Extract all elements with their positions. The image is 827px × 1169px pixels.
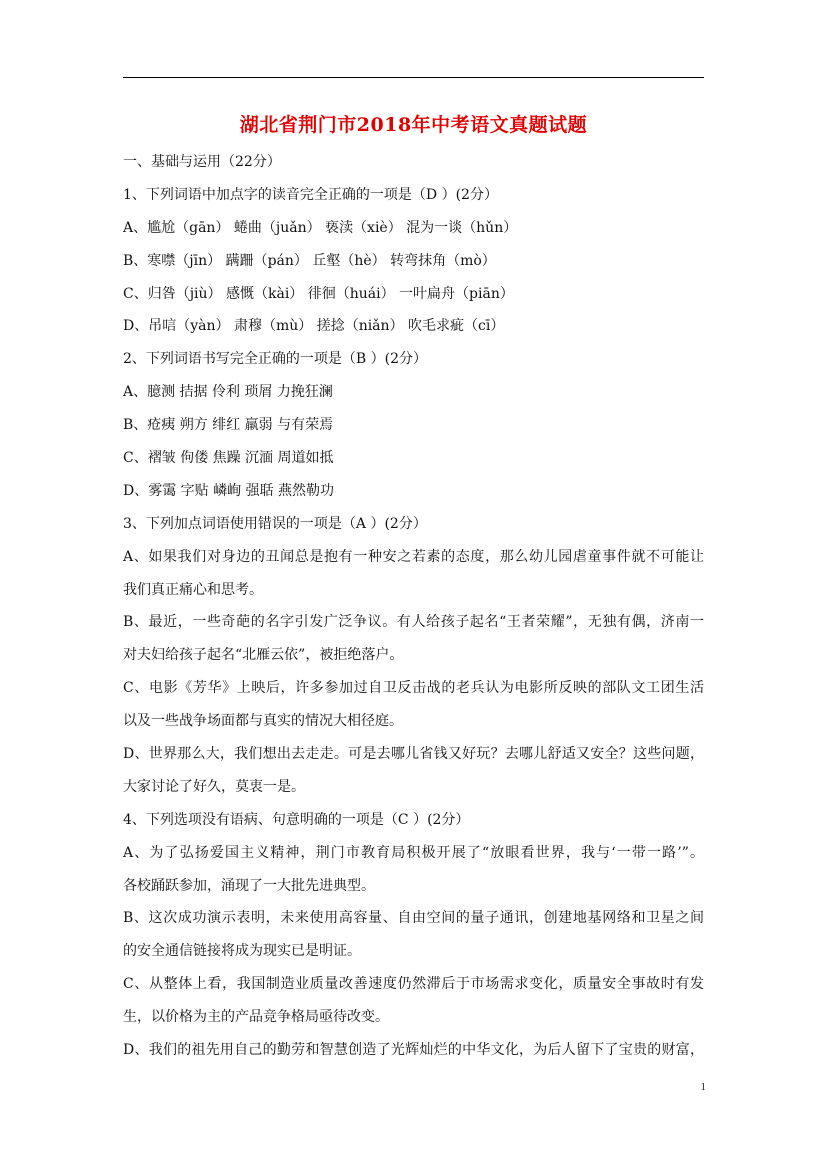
text-line: C、归咎（jiù） 感慨（kài） 徘徊（huái） 一叶扁舟（piān）: [123, 285, 514, 302]
text-line: D、吊唁（yàn） 肃穆（mù） 搓捻（niǎn） 吹毛求疵（cī）: [123, 318, 505, 335]
text-line: A、为了弘扬爱国主义精神，荆门市教育局积极开展了“放眼看世界，我与‘一带一路’”。: [123, 844, 704, 861]
text-line: 3、下列加点词语使用错误的一项是（A ）(2分）: [123, 515, 427, 532]
page-number: 1: [700, 1081, 706, 1093]
text-line: A、臆测 拮据 伶利 琐屑 力挽狂澜: [123, 384, 333, 401]
text-line: B、这次成功演示表明，未来使用高容量、自由空间的量子通讯，创建地基网络和卫星之间: [123, 910, 704, 927]
text-line: A、如果我们对身边的丑闻总是抱有一种安之若素的态度，那么幼儿园虐童事件就不可能让: [123, 548, 704, 565]
text-line: 4、下列选项没有语病、句意明确的一项是（C ）(2分）: [123, 811, 470, 828]
text-line: 的安全通信链接将成为现实已是明证。: [123, 943, 361, 960]
text-line: C、电影《芳华》上映后，许多参加过自卫反击战的老兵认为电影所反映的部队文工团生活: [123, 680, 704, 697]
document-body: [123, 146, 704, 1067]
text-line: 以及一些战争场面都与真实的情况大相径庭。: [123, 713, 403, 730]
text-line: 各校踊跃参加，涌现了一大批先进典型。: [123, 877, 375, 894]
text-line: 对夫妇给孩子起名“北雁云依”，被拒绝落户。: [123, 647, 404, 664]
text-line: 一、基础与运用（22分）: [123, 154, 281, 170]
text-line: D、雾霭 字贴 嶙峋 强聒 燕然勒功: [123, 482, 335, 499]
document-title: 湖北省荆门市2018年中考语文真题试题: [239, 114, 588, 136]
text-line: 2、下列词语书写完全正确的一项是（B ）(2分）: [123, 351, 428, 368]
header-rule: [123, 77, 704, 78]
text-line: 1、下列词语中加点字的读音完全正确的一项是（D ）(2分）: [123, 186, 498, 203]
text-line: D、世界那么大，我们想出去走走。可是去哪儿省钱又好玩？去哪儿舒适又安全？这些问题，: [123, 746, 704, 763]
text-line: D、我们的祖先用自己的勤劳和智慧创造了光辉灿烂的中华文化，为后人留下了宝贵的财富，: [123, 1042, 704, 1059]
text-line: B、最近，一些奇葩的名字引发广泛争议。有人给孩子起名“王者荣耀”，无独有偶，济南一: [123, 614, 704, 631]
text-line: C、从整体上看，我国制造业质量改善速度仍然滞后于市场需求变化，质量安全事故时有发: [123, 976, 704, 993]
text-line: 大家讨论了好久，莫衷一是。: [123, 778, 305, 795]
text-line: C、褶皱 佝偻 焦躁 沉湎 周道如抵: [123, 450, 334, 467]
text-line: B、寒噤（jīn） 蹒跚（pán） 丘壑（hè） 转弯抹角（mò）: [123, 252, 496, 269]
text-line: 我们真正痛心和思考。: [123, 581, 263, 598]
text-line: 生，以价格为主的产品竞争格局亟待改变。: [123, 1009, 389, 1026]
text-line: B、疮痍 朔方 绯红 羸弱 与有荣焉: [123, 417, 334, 434]
text-line: A、尴尬（gān） 蜷曲（juǎn） 亵渎（xiè） 混为一谈（hǔn）: [123, 219, 518, 236]
